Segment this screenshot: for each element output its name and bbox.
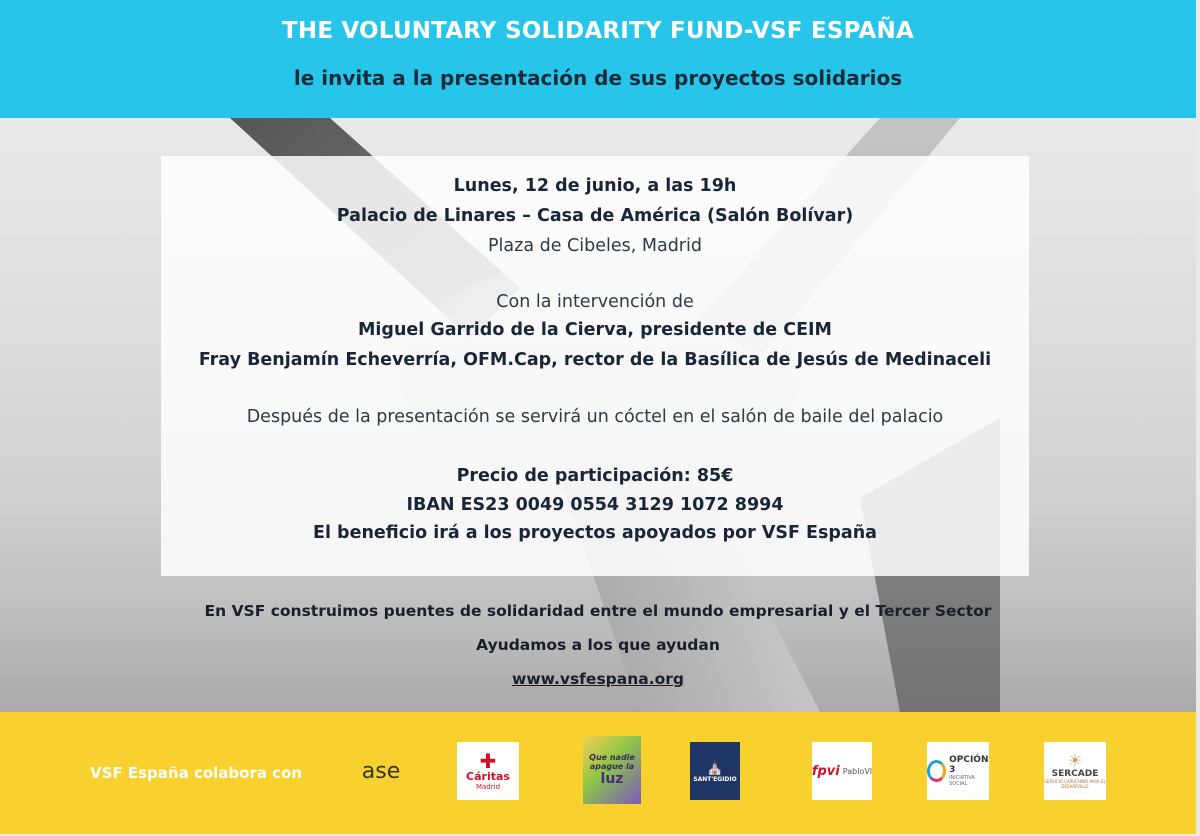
- santegidio-logo: [690, 742, 740, 800]
- luz-logo-line3: luz: [600, 771, 624, 787]
- collaborators-label: VSF España colabora con: [90, 764, 303, 782]
- event-details-panel: [161, 156, 1029, 576]
- website-link[interactable]: www.vsfespana.org: [512, 670, 684, 688]
- sercade-logo: [1044, 742, 1106, 800]
- santegidio-logo-text: SANT'EGIDIO: [693, 775, 737, 783]
- sercade-sun-icon: ☀: [1067, 751, 1083, 770]
- tagline-help: Ayudamos a los que ayudan: [476, 636, 720, 654]
- event-date: Lunes, 12 de junio, a las 19h: [453, 176, 737, 196]
- fpablovi-logo: [812, 742, 872, 800]
- ase-logo-text: ase: [361, 758, 401, 784]
- sercade-logo-sub: SERVICIO CAPUCHINO PARA EL DESARROLLO: [1044, 779, 1106, 789]
- church-icon: ⛪: [706, 759, 724, 776]
- opcion3-logo: [927, 742, 989, 800]
- opcion3-logo-sub: INICIATIVA SOCIAL: [949, 775, 975, 787]
- header-banner: [0, 0, 1196, 118]
- caritas-logo-city: Madrid: [475, 782, 501, 791]
- iban-line: IBAN ES23 0049 0554 3129 1072 8994: [406, 495, 784, 515]
- sercade-logo-name: SERCADE: [1051, 769, 1099, 779]
- collaborators-footer: [0, 712, 1196, 836]
- speaker-1: Miguel Garrido de la Cierva, presidente de CEIM: [358, 320, 832, 340]
- event-title: THE VOLUNTARY SOLIDARITY FUND-VSF ESPAÑA: [281, 18, 914, 44]
- event-address: Plaza de Cibeles, Madrid: [488, 236, 702, 256]
- benefit-line: El beneficio irá a los proyectos apoyados por VSF España: [313, 523, 877, 543]
- speaker-2: Fray Benjamín Echeverría, OFM.Cap, rector de la Basílica de Jesús de Medinaceli: [198, 350, 992, 370]
- opcion3-logo-name: OPCIÓN 3: [949, 755, 989, 775]
- cocktail-note: Después de la presentación se servirá un cóctel en el salón de baile del palacio: [246, 407, 944, 427]
- event-venue: Palacio de Linares – Casa de América (Salón Bolívar): [336, 206, 854, 226]
- ase-logo: [350, 742, 412, 800]
- luz-logo-line2: apague la: [589, 762, 635, 771]
- event-subtitle: le invita a la presentación de sus proyectos solidarios: [293, 66, 903, 90]
- tagline-bridges: En VSF construimos puentes de solidaridad entre el mundo empresarial y el Tercer Sector: [204, 602, 992, 620]
- price-line: Precio de participación: 85€: [456, 466, 734, 486]
- caritas-cross-icon: ✚: [479, 748, 497, 773]
- caritas-logo: [457, 742, 519, 800]
- fpablovi-logo-mark: fpvi: [811, 763, 840, 779]
- fpablovi-logo-name: PabloVI: [842, 766, 873, 776]
- intervention-intro: Con la intervención de: [496, 292, 694, 312]
- luz-logo-line1: Que nadie: [589, 753, 635, 762]
- luz-logo: [583, 736, 641, 804]
- opcion3-ring-icon: [927, 760, 946, 782]
- caritas-logo-name: Cáritas: [466, 769, 510, 783]
- opcion3-logo-text: [949, 755, 989, 787]
